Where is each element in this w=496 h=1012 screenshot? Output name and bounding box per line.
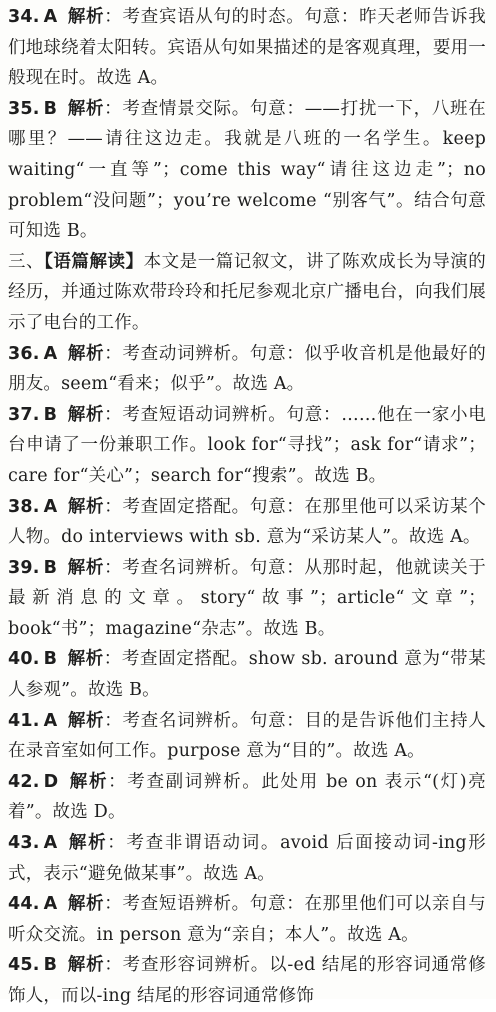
question-number: 35. [8, 98, 40, 119]
section-text: 本文是一篇记叙文，讲了陈欢成长为导演的经历，并通过陈欢带玲玲和托尼参观北京广播电台，向我们展示了电台的工作。 [8, 251, 487, 333]
answer-letter: A [43, 833, 58, 854]
analysis-label: 解析 [67, 955, 105, 976]
answer-letter: A [43, 7, 58, 27]
section-prefix: 三、 [8, 251, 45, 272]
analysis-label: 解析 [67, 496, 105, 517]
question-number: 45. [8, 955, 40, 976]
answer-letter: A [43, 496, 58, 517]
analysis-label: 解析 [67, 7, 105, 27]
question-number: 44. [8, 894, 40, 915]
entry-41 [8, 706, 486, 767]
entry-43 [8, 828, 486, 889]
answer-letter: A [43, 894, 58, 915]
question-number: 41. [8, 710, 40, 731]
analysis-label: 解析 [67, 649, 104, 670]
question-number: 34. [8, 7, 40, 27]
entry-42 [8, 767, 486, 828]
question-number: 42. [8, 771, 40, 792]
analysis-text: ：考查形容词辨析。以-ed 结尾的形容词通常修饰人，而以-ing 结尾的形容词通常修饰 [8, 955, 486, 1006]
entry-35 [8, 94, 486, 247]
entry-36 [8, 339, 486, 400]
analysis-label: 解析 [68, 771, 109, 792]
section-intro [8, 247, 486, 339]
answer-letter: B [43, 955, 58, 976]
answer-letter: B [43, 404, 58, 425]
answer-letter: A [43, 710, 58, 731]
analysis-label: 解析 [67, 557, 105, 578]
entry-45 [8, 950, 486, 1011]
entry-39 [8, 553, 486, 645]
analysis-label: 解析 [67, 710, 105, 731]
analysis-label: 解析 [67, 833, 108, 854]
analysis-text: ：考查宾语从句的时态。句意：昨天老师告诉我们地球绕着太阳转。宾语从句如果描述的是客观真理，要用一般现在时。故选 A。 [8, 7, 486, 89]
analysis-label: 解析 [67, 404, 105, 425]
question-number: 36. [8, 343, 40, 364]
entry-34 [8, 2, 486, 94]
question-number: 37. [8, 404, 40, 425]
answer-letter: D [43, 771, 59, 792]
analysis-label: 解析 [67, 98, 105, 119]
question-number: 43. [8, 833, 40, 854]
entry-44 [8, 889, 486, 950]
question-number: 38. [8, 496, 40, 517]
analysis-label: 解析 [67, 343, 105, 364]
analysis-label: 解析 [67, 894, 105, 915]
answer-letter: B [43, 557, 58, 578]
analysis-text: ：考查非谓语动词。avoid 后面接动词-ing形式，表示“避免做某事”。故选 A。 [8, 833, 486, 884]
question-number: 39. [8, 557, 40, 578]
question-number: 40. [8, 649, 40, 670]
analysis-text: ：考查固定搭配。show sb. around 意为“带某人参观”。故选 B。 [8, 649, 486, 701]
analysis-text: ：考查名词辨析。句意：从那时起，他就读关于最新消息的文章。story“故事”；article“文章”；book“书”；magazine“杂志”。故选 B。 [8, 557, 486, 639]
analysis-text: ：考查动词辨析。句意：似乎收音机是他最好的朋友。seem“看来；似乎”。故选 A。 [8, 343, 486, 395]
answer-letter: B [43, 649, 58, 670]
entry-40 [8, 644, 486, 705]
analysis-text: ：考查短语动词辨析。句意：……他在一家小电台申请了一份兼职工作。look for“寻找”；ask for“请求”；care for“关心”；search for“搜索”。故选 B。 [8, 404, 486, 486]
answer-letter: A [43, 343, 58, 364]
analysis-text: ：考查副词辨析。此处用 be on 表示“(灯)亮着”。故选 D。 [8, 771, 486, 823]
answer-letter: B [43, 98, 58, 119]
entry-37 [8, 400, 486, 492]
section-heading: 【语篇解读】 [44, 251, 144, 272]
analysis-text: ：考查名词辨析。句意：目的是告诉他们主持人在录音室如何工作。purpose 意为“目的”。故选 A。 [8, 710, 486, 762]
entry-38 [8, 492, 486, 553]
analysis-text: ：考查短语辨析。句意：在那里他们可以亲自与听众交流。in person 意为“亲自；本人”。故选 A。 [8, 894, 486, 945]
analysis-text: ：考查固定搭配。句意：在那里他可以采访某个人物。do interviews with sb. 意为“采访某人”。故选 A。 [8, 496, 486, 548]
analysis-text: ：考查情景交际。句意：——打扰一下，八班在哪里？——请往这边走。我就是八班的一名学生。keep waiting“一直等”；come this way“请往这边走”；no problem“没问题”；you’re welcome “别客气”。结合句意可知选 B。 [8, 98, 486, 242]
